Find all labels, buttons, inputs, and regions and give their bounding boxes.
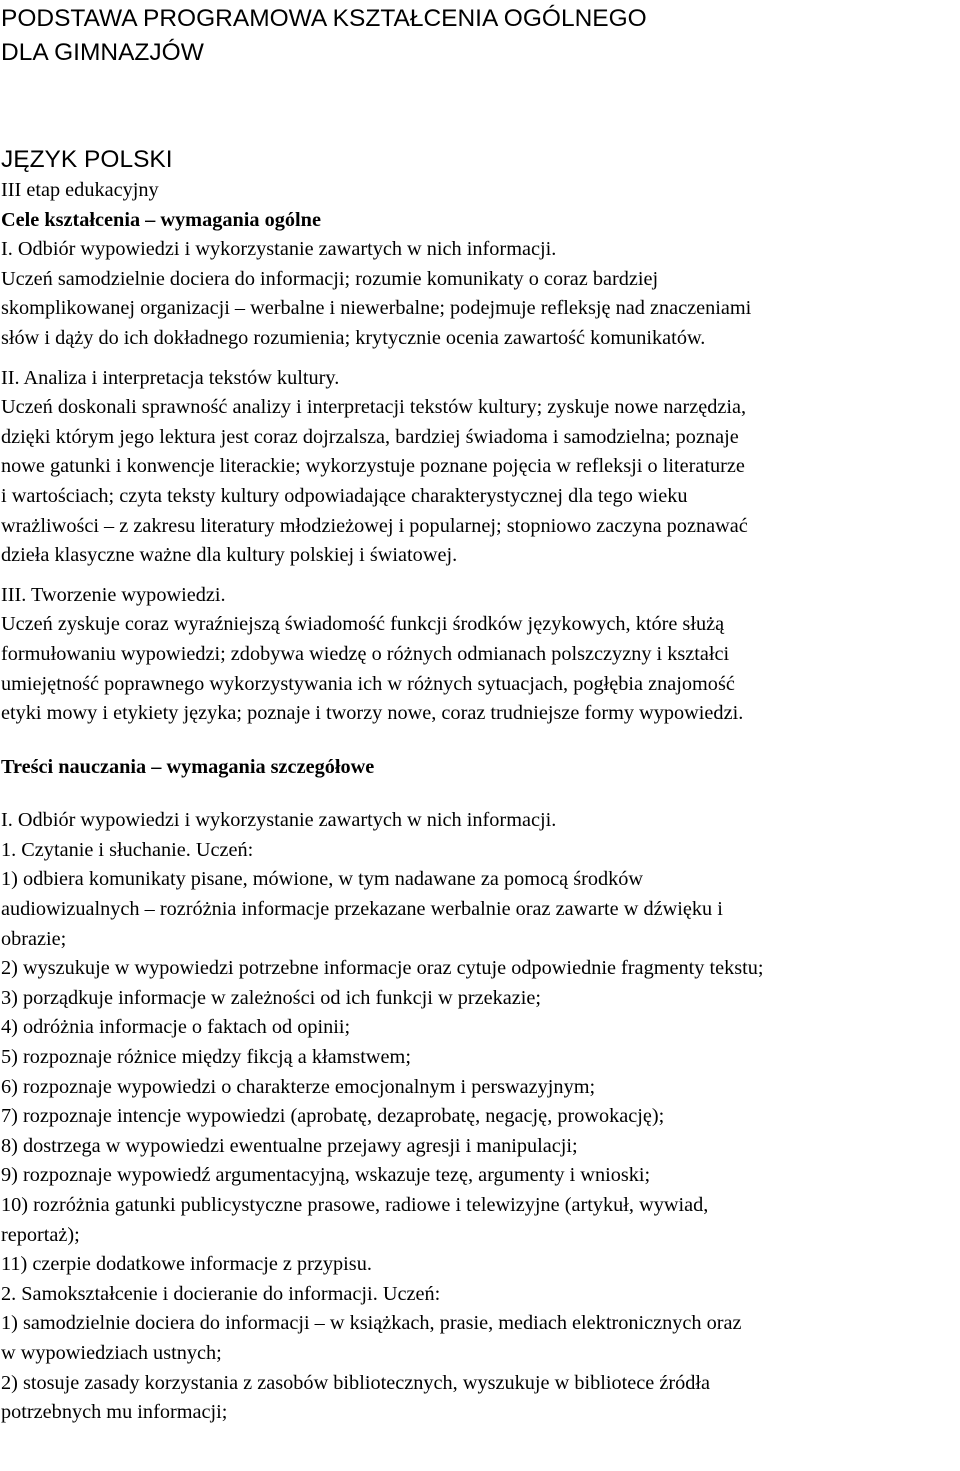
content-line: audiowizualnych – rozróżnia informacje przekazane werbalnie oraz zawarte w dźwięku i (1, 898, 723, 921)
content-line: 6) rozpoznaje wypowiedzi o charakterze emocjonalnym i perswazyjnym; (1, 1075, 596, 1098)
document-title-line: PODSTAWA PROGRAMOWA KSZTAŁCENIA OGÓLNEGO (1, 5, 647, 32)
document-title (1, 0, 960, 70)
content-section (1, 806, 960, 1427)
goal-text-line: formułowaniu wypowiedzi; zdobywa wiedzę o różnych odmianach polszczyzny i kształci (1, 642, 730, 665)
goal-text-line: Uczeń samodzielnie dociera do informacji; rozumie komunikaty o coraz bardziej (1, 267, 659, 290)
document-title-line: DLA GIMNAZJÓW (1, 39, 204, 66)
goals-heading: Cele kształcenia – wymagania ogólne (1, 208, 321, 231)
content-line: w wypowiedziach ustnych; (1, 1341, 222, 1364)
goal-text-line: dzieła klasyczne ważne dla kultury polskiej i światowej. (1, 544, 458, 567)
content-line: 1) samodzielnie dociera do informacji – w książkach, prasie, mediach elektronicznych oraz (1, 1312, 742, 1335)
goal-heading: III. Tworzenie wypowiedzi. (1, 583, 226, 606)
content-heading: Treści nauczania – wymagania szczegółowe (1, 755, 375, 778)
content-line: 2. Samokształcenie i docieranie do informacji. Uczeń: (1, 1282, 441, 1305)
goal-text-line: słów i dąży do ich dokładnego rozumienia; krytycznie ocenia zawartość komunikatów. (1, 326, 706, 349)
goal-section (1, 235, 960, 353)
subject-title: JĘZYK POLSKI (1, 146, 173, 173)
goal-text-line: wrażliwości – z zakresu literatury młodzieżowej i popularnej; stopniowo zaczyna poznawać (1, 514, 748, 537)
goal-text-line: dzięki którym jego lektura jest coraz dojrzalsza, bardziej świadoma i samodzielna; poznaje (1, 425, 739, 448)
content-line: 5) rozpoznaje różnice między fikcją a kłamstwem; (1, 1046, 411, 1069)
content-line: 1. Czytanie i słuchanie. Uczeń: (1, 838, 254, 861)
content-line: reportaż); (1, 1223, 80, 1246)
goal-text-line: i wartościach; czyta teksty kultury odpowiadające charakterystycznej dla tego wieku (1, 484, 688, 507)
content-line: 3) porządkuje informacje w zależności od ich funkcji w przekazie; (1, 986, 542, 1009)
content-line: 2) stosuje zasady korzystania z zasobów bibliotecznych, wyszukuje w bibliotece źródła (1, 1371, 711, 1394)
document-body (1, 176, 960, 1428)
goal-text-line: etyki mowy i etykiety języka; poznaje i tworzy nowe, coraz trudniejsze formy wypowiedzi. (1, 702, 744, 725)
goal-heading: I. Odbiór wypowiedzi i wykorzystanie zawartych w nich informacji. (1, 238, 557, 261)
goal-section (1, 581, 960, 729)
goal-text-line: nowe gatunki i konwencje literackie; wykorzystuje poznane pojęcia w refleksji o literaturze (1, 455, 745, 478)
goal-section (1, 364, 960, 571)
stage-label: III etap edukacyjny (1, 179, 159, 201)
goal-text-line: Uczeń zyskuje coraz wyraźniejszą świadomość funkcji środków językowych, które służą (1, 613, 725, 636)
goal-heading: II. Analiza i interpretacja tekstów kultury. (1, 366, 340, 389)
content-line: 1) odbiera komunikaty pisane, mówione, w tym nadawane za pomocą środków (1, 868, 644, 891)
content-line: 9) rozpoznaje wypowiedź argumentacyjną, wskazuje tezę, argumenty i wnioski; (1, 1164, 651, 1187)
content-line: 10) rozróżnia gatunki publicystyczne prasowe, radiowe i telewizyjne (artykuł, wywiad, (1, 1194, 709, 1216)
content-line: potrzebnych mu informacji; (1, 1401, 228, 1424)
goal-text-line: skomplikowanej organizacji – werbalne i niewerbalne; podejmuje refleksję nad znaczeniami (1, 297, 752, 320)
content-line: 8) dostrzega w wypowiedzi ewentualne przejawy agresji i manipulacji; (1, 1134, 578, 1157)
content-line: 2) wyszukuje w wypowiedzi potrzebne informacje oraz cytuje odpowiednie fragmenty tekstu; (1, 957, 764, 980)
content-line: 11) czerpie dodatkowe informacje z przypisu. (1, 1253, 372, 1276)
content-section-heading: I. Odbiór wypowiedzi i wykorzystanie zawartych w nich informacji. (1, 809, 557, 832)
content-line: obrazie; (1, 927, 67, 950)
goal-text-line: umiejętność poprawnego wykorzystywania ich w różnych sytuacjach, pogłębia znajomość (1, 672, 735, 695)
goal-text-line: Uczeń doskonali sprawność analizy i interpretacji tekstów kultury; zyskuje nowe narzędzia, (1, 396, 747, 419)
content-line: 7) rozpoznaje intencje wypowiedzi (aprobatę, dezaprobatę, negację, prowokację); (1, 1105, 665, 1128)
content-line: 4) odróżnia informacje o faktach od opinii; (1, 1016, 351, 1039)
